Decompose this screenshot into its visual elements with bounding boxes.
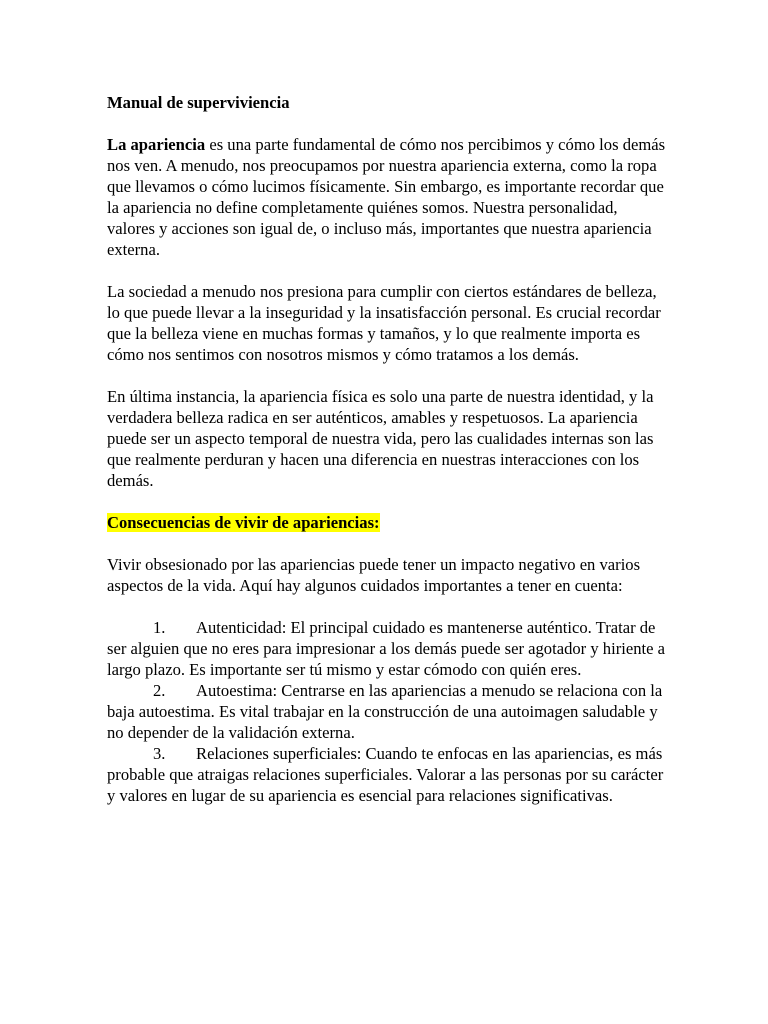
spacer: [107, 596, 667, 617]
highlighted-heading: Consecuencias de vivir de apariencias:: [107, 513, 380, 532]
paragraph-intro: Vivir obsesionado por las apariencias puede tener un impacto negativo en varios aspectos de la vida. Aquí hay algunos cuidados importantes a tener en cuenta:: [107, 555, 641, 595]
list-item: [107, 743, 667, 806]
paragraph-appearance: [107, 134, 667, 260]
paragraph-body: es una parte fundamental de cómo nos percibimos y cómo los demás nos ven. A menudo, nos preocupamos por nuestra apariencia externa, como la ropa que llevamos o cómo lucimos físicamente. Sin embargo, es importante recordar que la apariencia no define completamente quiénes somos. Nuestra personalidad, valores y acciones son igual de, o incluso más, importantes que nuestra apariencia externa.: [107, 135, 666, 259]
paragraph-lead-bold: La apariencia: [107, 135, 206, 154]
spacer: [107, 260, 667, 281]
list-number: 2.: [153, 681, 166, 700]
spacer: [107, 365, 667, 386]
list-text: Autenticidad: El principal cuidado es mantenerse auténtico. Tratar de ser alguien que no eres para impresionar a los demás puede ser agotador y hiriente a largo plazo. Es importante ser tú mismo y estar cómodo con quién eres.: [107, 618, 665, 679]
numbered-list: [107, 617, 667, 806]
paragraph-conclusion: En última instancia, la apariencia física es solo una parte de nuestra identidad, y la verdadera belleza radica en ser auténticos, amables y respetuosos. La apariencia puede ser un aspecto temporal de nuestra vida, pero las cualidades internas son las que realmente perduran y hacen una diferencia en nuestras interacciones con los demás.: [107, 387, 654, 490]
list-number: 1.: [153, 618, 166, 637]
document-page: [107, 92, 667, 806]
spacer: [107, 533, 667, 554]
spacer: [107, 113, 667, 134]
list-item: [107, 617, 667, 680]
paragraph-society: La sociedad a menudo nos presiona para cumplir con ciertos estándares de belleza, lo que puede llevar a la inseguridad y la insatisfacción personal. Es crucial recordar que la belleza viene en muchas formas y tamaños, y lo que realmente importa es cómo nos sentimos con nosotros mismos y cómo tratamos a los demás.: [107, 282, 661, 364]
list-text: Autoestima: Centrarse en las apariencias a menudo se relaciona con la baja autoestima. Es vital trabajar en la construcción de una autoimagen saludable y no depender de la validación externa.: [107, 681, 663, 742]
list-number: 3.: [153, 744, 166, 763]
section-heading: [107, 512, 667, 533]
spacer: [107, 491, 667, 512]
list-text: Relaciones superficiales: Cuando te enfocas en las apariencias, es más probable que atraigas relaciones superficiales. Valorar a las personas por su carácter y valores en lugar de su apariencia es esencial para relaciones significativas.: [107, 744, 664, 805]
list-item: [107, 680, 667, 743]
document-title: Manual de superviviencia: [107, 93, 290, 112]
